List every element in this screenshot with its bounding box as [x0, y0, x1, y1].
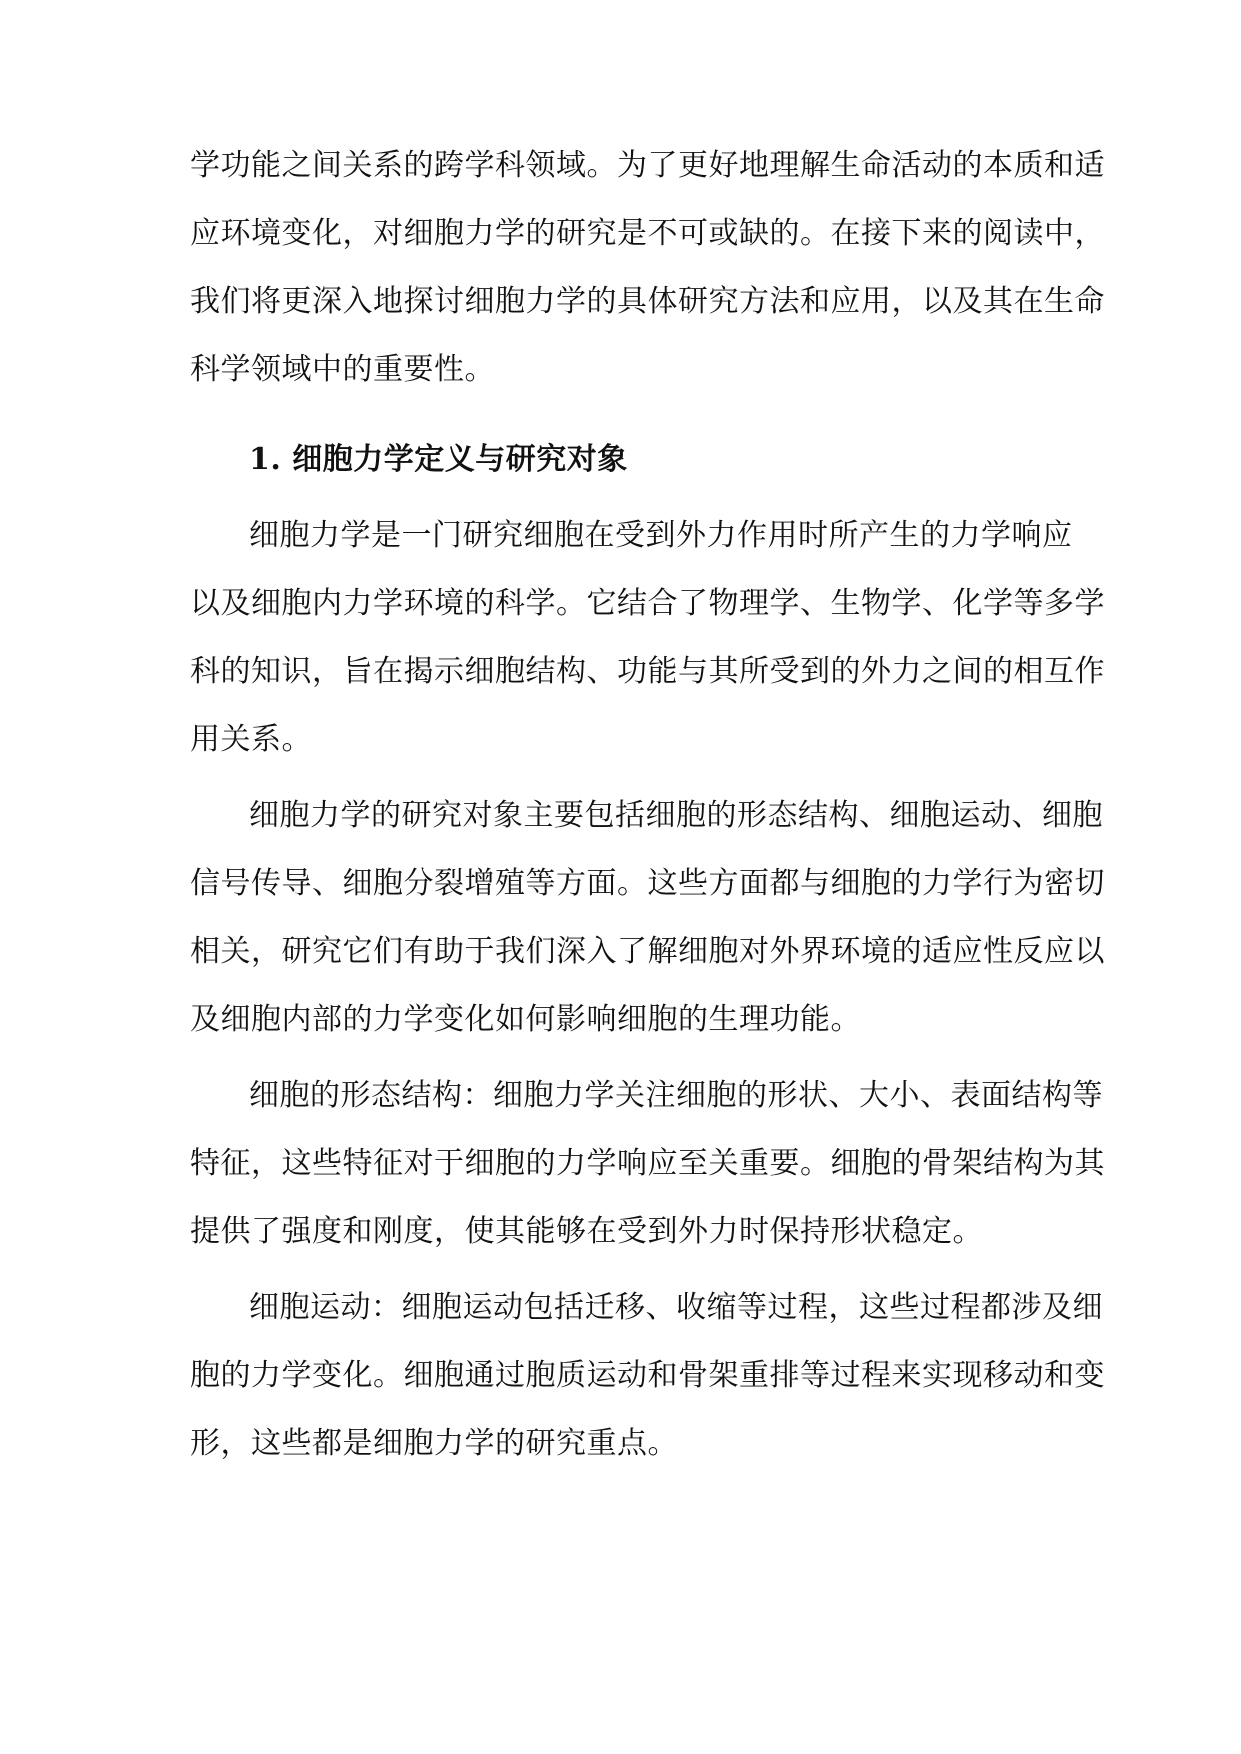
text-line: 细胞力学的研究对象主要包括细胞的形态结构、细胞运动、细胞 — [249, 798, 1103, 833]
text-line: 胞的力学变化。细胞通过胞质运动和骨架重排等过程来实现移动和变 — [190, 1358, 1105, 1393]
text-line: 细胞的形态结构：细胞力学关注细胞的形状、大小、表面结构等 — [249, 1078, 1103, 1113]
text-line: 提供了强度和刚度，使其能够在受到外力时保持形状稳定。 — [190, 1214, 983, 1249]
text-line: 学功能之间关系的跨学科领域。为了更好地理解生命活动的本质和适 — [190, 148, 1105, 183]
text-line: 用关系。 — [190, 722, 312, 757]
text-line: 细胞力学是一门研究细胞在受到外力作用时所产生的力学响应 — [249, 518, 1073, 553]
text-line: 科学领域中的重要性。 — [190, 352, 495, 387]
text-line: 及细胞内部的力学变化如何影响细胞的生理功能。 — [190, 1002, 861, 1037]
text-line: 相关，研究它们有助于我们深入了解细胞对外界环境的适应性反应以 — [190, 934, 1105, 969]
text-line: 我们将更深入地探讨细胞力学的具体研究方法和应用，以及其在生命 — [190, 284, 1105, 319]
text-line: 信号传导、细胞分裂增殖等方面。这些方面都与细胞的力学行为密切 — [190, 866, 1105, 901]
text-line: 应环境变化，对细胞力学的研究是不可或缺的。在接下来的阅读中， — [190, 216, 1105, 251]
text-line: 以及细胞内力学环境的科学。它结合了物理学、生物学、化学等多学 — [190, 586, 1105, 621]
text-line: 细胞运动：细胞运动包括迁移、收缩等过程，这些过程都涉及细 — [249, 1290, 1103, 1325]
text-line: 形，这些都是细胞力学的研究重点。 — [190, 1426, 678, 1461]
text-line: 特征，这些特征对于细胞的力学响应至关重要。细胞的骨架结构为其 — [190, 1146, 1105, 1181]
text-line: 科的知识，旨在揭示细胞结构、功能与其所受到的外力之间的相互作 — [190, 654, 1105, 689]
section-heading: 1. 细胞力学定义与研究对象 — [249, 442, 628, 477]
